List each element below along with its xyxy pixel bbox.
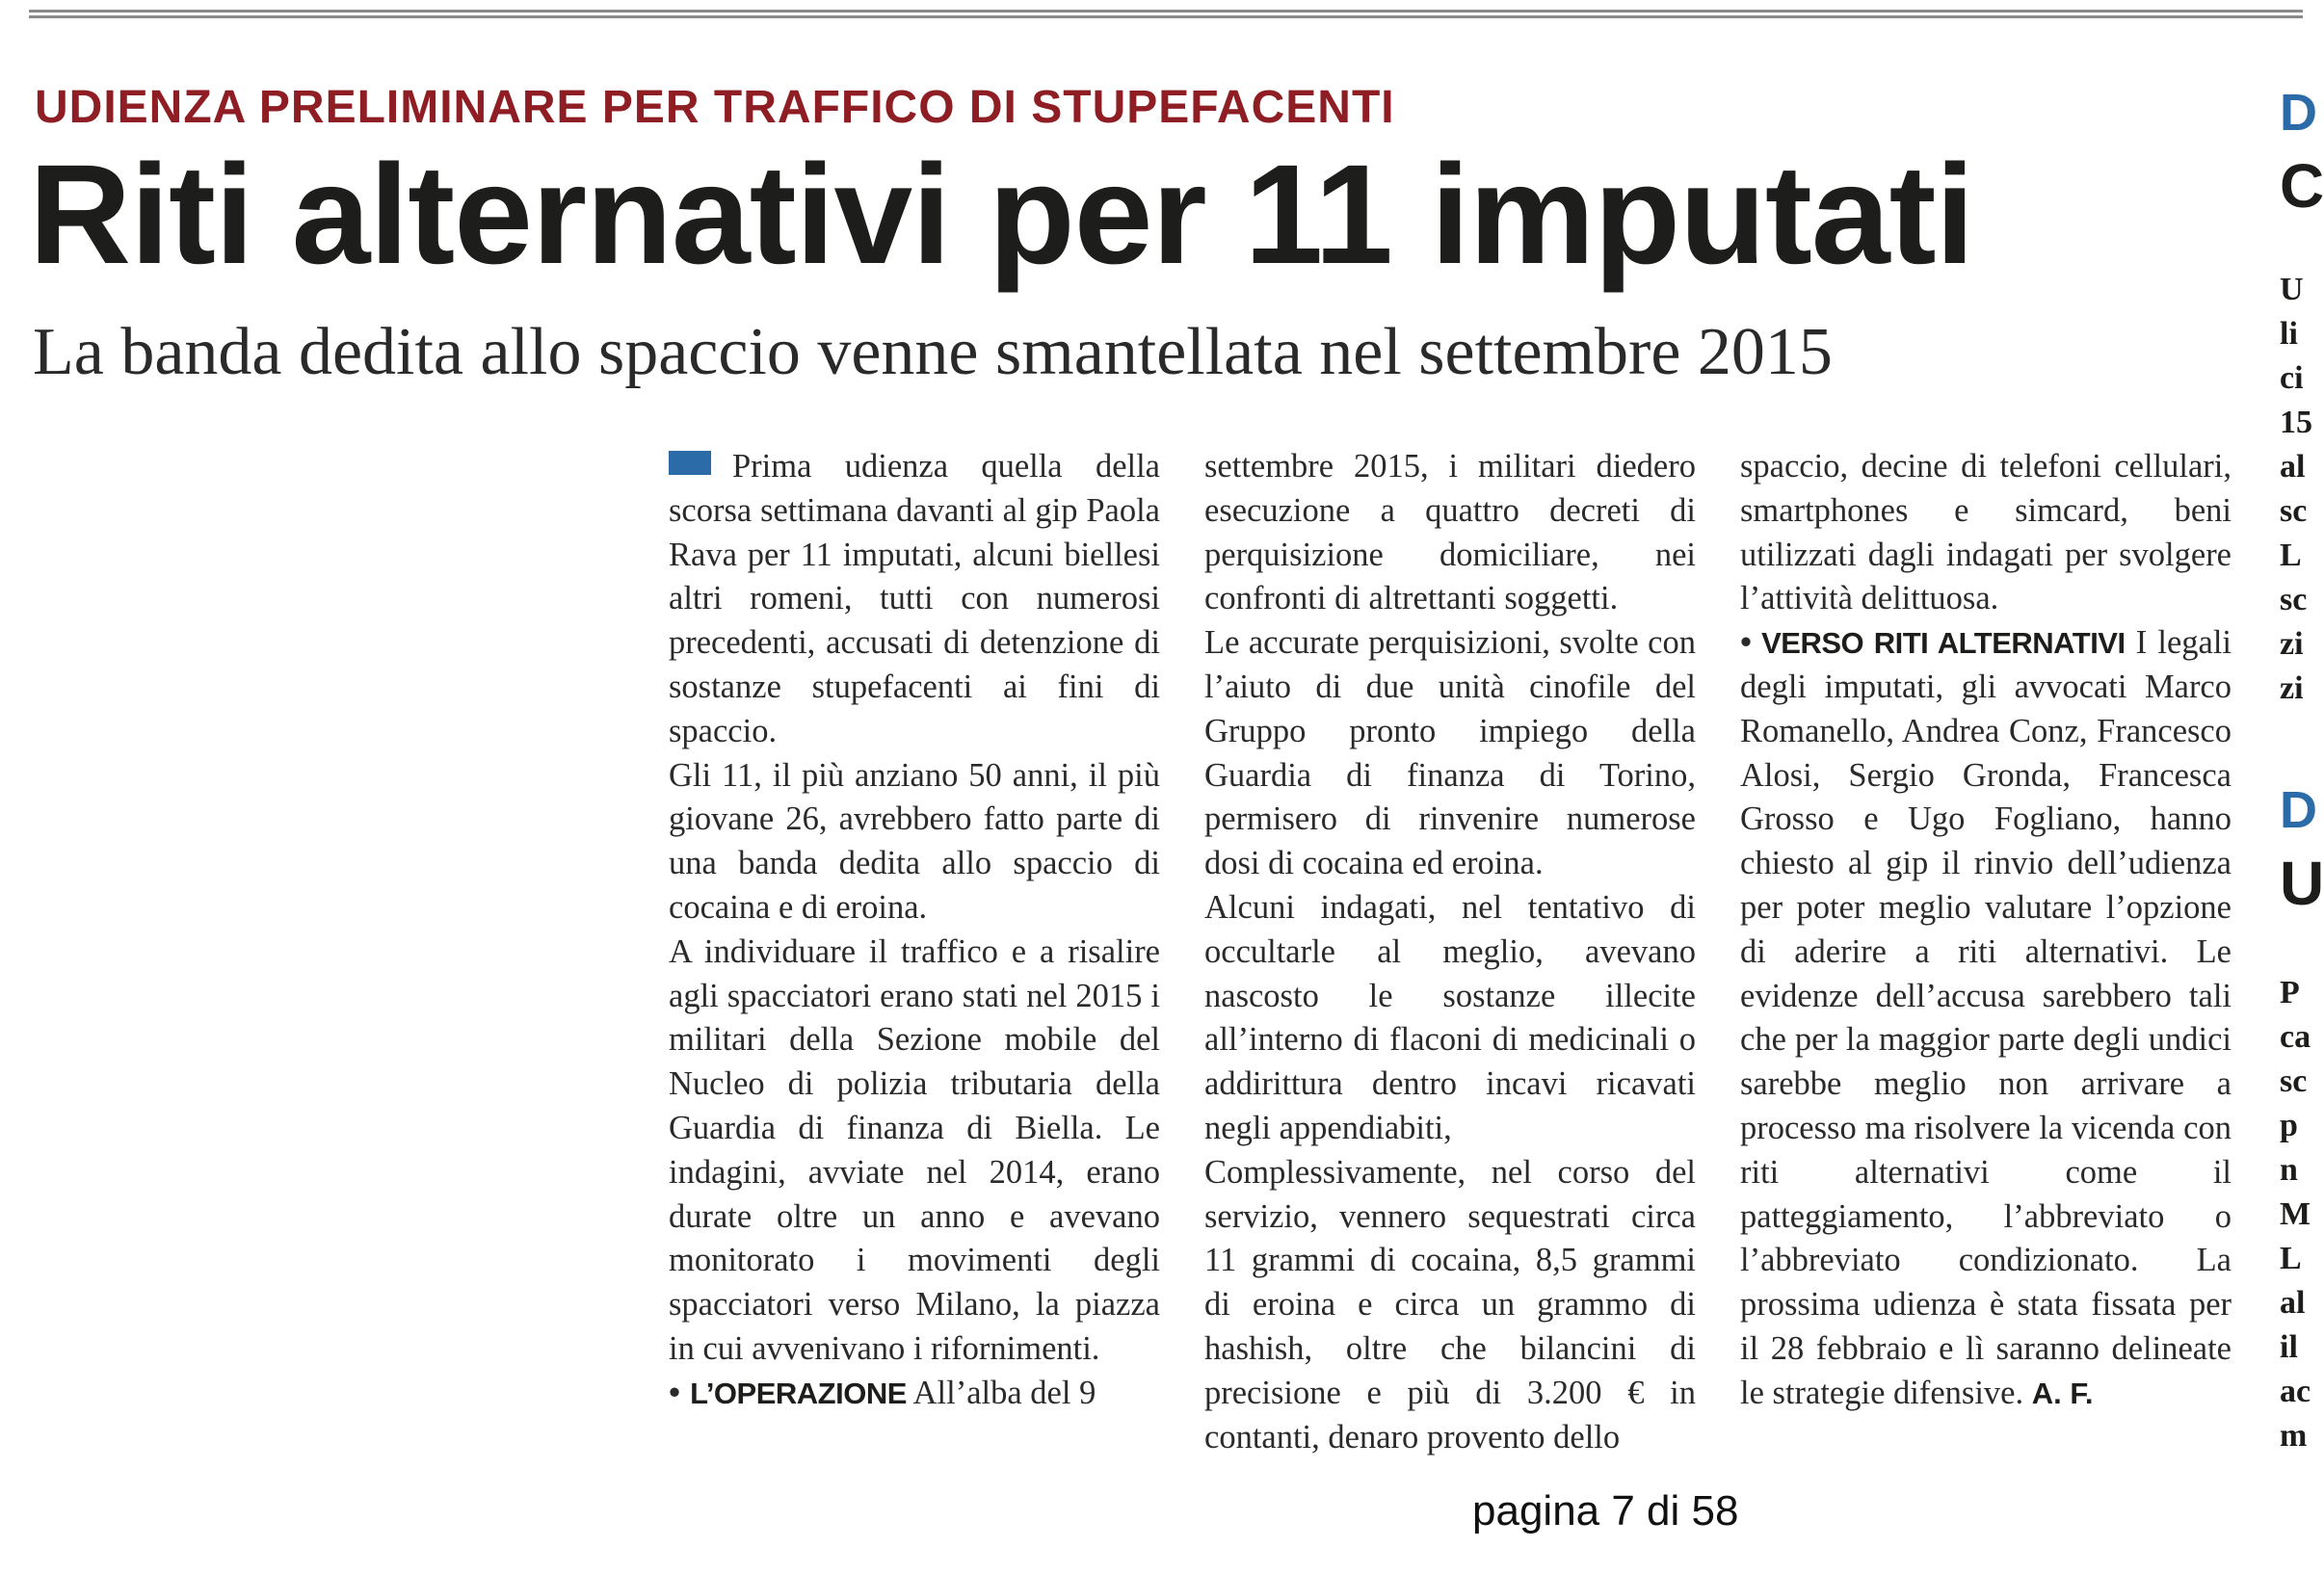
adjacent-fragment: zi: [2280, 670, 2304, 706]
adjacent-fragment: L: [2280, 1241, 2302, 1276]
kicker: UDIENZA PRELIMINARE PER TRAFFICO DI STUPEFACENTI: [35, 82, 1395, 133]
bullet-icon: •: [669, 1374, 681, 1411]
article-column-1: [669, 445, 1160, 1416]
adjacent-fragment: zi: [2280, 626, 2304, 662]
article-column-3: [1740, 445, 2232, 1416]
adjacent-fragment: 15: [2280, 405, 2312, 440]
adjacent-fragment: D: [2280, 781, 2317, 839]
paragraph: Complessivamente, nel corso del servizio, vennero sequestrati circa 11 grammi di cocaina, 8,5 grammi di eroina e circa un grammo di hashish, oltre che bilancini di precisione e più di 3.200 € in contanti, denaro provento dello: [1204, 1153, 1696, 1456]
paragraph: spaccio, decine di telefoni cellulari, smartphones e simcard, beni utilizzati dagli indagati per svolgere l’attività delittuosa.: [1740, 448, 2232, 617]
paragraph: [1740, 621, 2232, 1415]
adjacent-article-fragment: [2268, 0, 2324, 1574]
adjacent-fragment: M: [2280, 1196, 2311, 1232]
headline: Riti alternativi per 11 imputati: [29, 136, 1974, 294]
paragraph: Le accurate perquisizioni, svolte con l’aiuto di due unità cinofile del Gruppo pronto impiego della Guardia di finanza di Torino, permisero di rinvenire numerose dosi di cocaina ed eroina.: [1204, 624, 1696, 882]
paragraph-text: I legali degli imputati, gli avvocati Marco Romanello, Andrea Conz, Francesco Alosi, Sergio Gronda, Francesca Grosso e Ugo Fogliano, hanno chiesto al gip il rinvio dell’udienza per poter meglio valutare l’opzione di aderire a riti alternativi. Le evidenze dell’accusa sarebbero tali che per la maggior parte degli undici sarebbe meglio non arrivare a processo ma risolvere la vicenda con riti alternativi come il patteggiamento, l’abbreviato o l’abbreviato condizionato. La prossima udienza è stata fissata per il 28 febbraio e lì saranno delineate le strategie difensive.: [1740, 624, 2232, 1411]
adjacent-fragment: U: [2280, 849, 2324, 918]
adjacent-fragment: L: [2280, 538, 2302, 573]
adjacent-fragment: C: [2280, 151, 2324, 221]
adjacent-fragment: li: [2280, 316, 2298, 352]
page-number: pagina 7 di 58: [1472, 1487, 1739, 1535]
adjacent-fragment: sc: [2280, 1063, 2308, 1099]
runin-heading: VERSO RITI ALTERNATIVI: [1761, 626, 2126, 661]
adjacent-fragment: p: [2280, 1108, 2298, 1143]
paragraph-text: Prima udienza quella della scorsa settimana davanti al gip Paola Rava per 11 imputati, alcuni biellesi altri romeni, tutti con numerosi precedenti, accusati di detenzione di sostanze stupefacenti ai fini di spaccio.: [669, 448, 1160, 749]
adjacent-fragment: P: [2280, 975, 2300, 1010]
paragraph: A individuare il traffico e a risalire agli spacciatori erano stati nel 2015 i militari della Sezione mobile del Nucleo di polizia tributaria della Guardia di finanza di Biella. Le indagini, avviate nel 2014, erano durate oltre un anno e avevano monitorato i movimenti degli spacciatori verso Milano, la piazza in cui avvenivano i rifornimenti.: [669, 932, 1160, 1367]
paragraph: Gli 11, il più anziano 50 anni, il più giovane 26, avrebbero fatto parte di una banda dedita allo spaccio di cocaina e di eroina.: [669, 756, 1160, 926]
lead-square-icon: [669, 451, 711, 475]
adjacent-fragment: D: [2280, 84, 2317, 142]
adjacent-fragment: ca: [2280, 1019, 2311, 1055]
adjacent-fragment: U: [2280, 272, 2304, 307]
paragraph: [669, 445, 1160, 754]
adjacent-fragment: sc: [2280, 582, 2308, 617]
adjacent-fragment: m: [2280, 1418, 2308, 1454]
subheadline: La banda dedita allo spaccio venne smantellata nel settembre 2015: [33, 315, 1833, 389]
bullet-icon: •: [1740, 624, 1753, 662]
paragraph-text: All’alba del 9: [912, 1374, 1096, 1411]
paragraph: settembre 2015, i militari diedero esecuzione a quattro decreti di perquisizione domiciliare, nei confronti di altrettanti soggetti.: [1204, 448, 1696, 617]
paragraph: Alcuni indagati, nel tentativo di occultarle al meglio, avevano nascosto le sostanze illecite all’interno di flaconi di medicinali o addirittura dentro incavi ricavati negli appendiabiti,: [1204, 888, 1696, 1146]
adjacent-fragment: ac: [2280, 1374, 2311, 1409]
adjacent-fragment: ci: [2280, 360, 2304, 396]
article-column-2: [1204, 445, 1696, 1459]
adjacent-fragment: al: [2280, 449, 2306, 485]
adjacent-fragment: n: [2280, 1152, 2298, 1188]
runin-heading: L’OPERAZIONE: [690, 1376, 907, 1410]
adjacent-fragment: al: [2280, 1285, 2306, 1321]
top-rule: [29, 10, 2303, 23]
author-signature: A. F.: [2031, 1376, 2094, 1410]
adjacent-fragment: il: [2280, 1329, 2298, 1365]
paragraph: [669, 1372, 1160, 1416]
adjacent-fragment: sc: [2280, 493, 2308, 529]
